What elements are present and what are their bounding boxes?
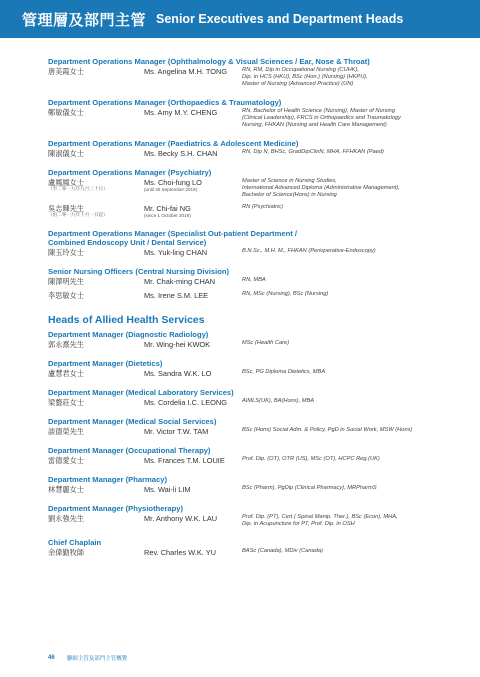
chinese-name-cell xyxy=(48,149,144,158)
page-title-chinese: 管理層及部門主管 xyxy=(22,10,147,29)
staff-row xyxy=(48,398,468,407)
chinese-name: 余偉勤牧師 xyxy=(48,548,84,557)
allied-health-list xyxy=(48,330,468,557)
group-title: Department Manager (Dietetics) xyxy=(48,359,163,368)
chinese-name: 盧慧君女士 xyxy=(48,369,84,378)
chinese-name-cell xyxy=(48,204,144,219)
staff-row xyxy=(48,514,468,528)
chinese-name: 鄭敏儀女士 xyxy=(48,108,84,117)
english-name-cell xyxy=(144,178,242,193)
qualifications: Prof. Dip. (OT), OTR (US), MSc (OT), HCPC Reg.(UK) xyxy=(242,456,380,462)
qualifications: MSc (Health Care) xyxy=(242,340,290,346)
qualifications: RN, Dip N, BHSc, GradDipClinN, MHA, FFHKAN (Paed) xyxy=(242,149,384,155)
english-name-cell xyxy=(144,108,242,117)
staff-group xyxy=(48,267,468,300)
page-footer xyxy=(48,654,127,662)
group-title: Department Operations Manager (Orthopaedics & Traumatology) xyxy=(48,98,282,107)
chinese-name-cell xyxy=(48,291,144,300)
english-name-cell xyxy=(144,514,242,523)
staff-row xyxy=(48,204,468,219)
chinese-name-cell xyxy=(48,108,144,117)
staff-row xyxy=(48,291,468,300)
chinese-name-cell xyxy=(48,178,144,193)
chinese-name: 盧鳳鳳女士 xyxy=(48,178,84,187)
chinese-name-cell xyxy=(48,340,144,349)
staff-group xyxy=(48,57,468,88)
chinese-name: 梁藝莊女士 xyxy=(48,398,84,407)
staff-group xyxy=(48,330,468,349)
chinese-name: 李思敏女士 xyxy=(48,291,84,300)
english-name: Ms. Sandra W.K. LO xyxy=(144,369,212,378)
english-name: Mr. Chak-ming CHAN xyxy=(144,277,216,286)
group-title: Department Manager (Diagnostic Radiology) xyxy=(48,330,209,339)
qualifications: RN, MBA xyxy=(242,277,266,283)
english-name-cell xyxy=(144,548,242,557)
english-name: Mr. Chi-fai NG xyxy=(144,204,191,213)
chinese-name-cell xyxy=(48,456,144,465)
english-name: Rev. Charles W.K. YU xyxy=(144,548,217,557)
group-title: Department Manager (Pharmacy) xyxy=(48,475,168,484)
english-name-cell xyxy=(144,67,242,76)
qualifications: RN, Bachelor of Health Science (Nursing), Master of Nursing (Clinical Leadership), FRCS in Orthopaedics and Traumatology Nursing, FHKAN (Nursing and Health Care Management) xyxy=(242,108,401,128)
english-name: Ms. Cordelia I.C. LEONG xyxy=(144,398,227,407)
chinese-name: 雷德愛女士 xyxy=(48,456,84,465)
group-title: Department Operations Manager (Ophthalmology & Visual Sciences / Ear, Nose & Throat) xyxy=(48,57,370,66)
english-name-cell xyxy=(144,248,242,257)
page-title-english: Senior Executives and Department Heads xyxy=(156,12,404,26)
staff-row xyxy=(48,248,468,257)
english-name: Ms. Irene S.M. LEE xyxy=(144,291,209,300)
staff-row xyxy=(48,178,468,199)
staff-group xyxy=(48,168,468,219)
english-name: Ms. Angelina M.H. TONG xyxy=(144,67,228,76)
qualifications: RN (Psychiatric) xyxy=(242,204,284,210)
staff-row xyxy=(48,369,468,378)
group-title: Department Operations Manager (Psychiatry) xyxy=(48,168,212,177)
staff-group xyxy=(48,446,468,465)
english-name: Ms. Frances T.M. LOUIE xyxy=(144,456,225,465)
qualifications: B.N.Sc., M.H. M., FHKAN (Perioperative-Endoscopy) xyxy=(242,248,376,254)
english-name-cell xyxy=(144,340,242,349)
english-name: Ms. Wai-li LIM xyxy=(144,485,191,494)
chinese-name-cell xyxy=(48,398,144,407)
english-name-cell xyxy=(144,485,242,494)
group-title: Department Manager (Physiotherapy) xyxy=(48,504,184,513)
header-banner xyxy=(0,0,480,38)
staff-row xyxy=(48,427,468,436)
english-name: Mr. Anthony W.K. LAU xyxy=(144,514,218,523)
english-name: Ms. Choi-fung LO xyxy=(144,178,202,187)
english-name: Ms. Yuk-ling CHAN xyxy=(144,248,208,257)
staff-row xyxy=(48,108,468,129)
qualifications: Master of Science in Nursing Studies, International Advanced Diploma (Administrative Management), Bachelor of Science(Hons) in Nursing xyxy=(242,178,400,198)
staff-row xyxy=(48,149,468,158)
staff-row xyxy=(48,548,468,557)
qualifications: BSc (Pharm), PgDip (Clinical Pharmacy), MRPharmS xyxy=(242,485,377,491)
chinese-name: 吳志輝先生 xyxy=(48,204,84,213)
chinese-name: 林慧麗女士 xyxy=(48,485,84,494)
english-name-cell xyxy=(144,456,242,465)
english-name-cell xyxy=(144,369,242,378)
chinese-name: 唐美霞女士 xyxy=(48,67,84,76)
qualifications: Prof. Dip. (PT), Cert.( Spinal Manip. Ther.), BSc (Econ), MHA, Dip. in Acupuncture for PT, Prof. Dip. in OSH xyxy=(242,514,398,527)
chinese-name: 陳淑儀女士 xyxy=(48,149,84,158)
chinese-name: 談德榮先生 xyxy=(48,427,84,436)
english-name-cell xyxy=(144,149,242,158)
chinese-tenure-note: （至二零一九年九月三十日） xyxy=(48,187,108,192)
page-number: 46 xyxy=(48,655,55,661)
qualifications: RN, MSc (Nursing), BSc (Nursing) xyxy=(242,291,329,297)
staff-group xyxy=(48,388,468,407)
group-title: Department Operations Manager (Paediatrics & Adolescent Medicine) xyxy=(48,139,299,148)
chinese-name-cell xyxy=(48,248,144,257)
staff-group xyxy=(48,98,468,129)
staff-group xyxy=(48,139,468,158)
staff-row xyxy=(48,485,468,494)
english-name: Mr. Wing-hei KWOK xyxy=(144,340,211,349)
nursing-manager-list xyxy=(48,57,468,300)
english-name: Ms. Becky S.H. CHAN xyxy=(144,149,218,158)
qualifications: BSc (Hons) Social Adm. & Policy, PgD in Social Work, MSW (Hons) xyxy=(242,427,413,433)
staff-group xyxy=(48,538,468,557)
english-name-cell xyxy=(144,398,242,407)
chinese-name-cell xyxy=(48,67,144,76)
english-name: Mr. Victor T.W. TAM xyxy=(144,427,209,436)
chinese-name: 陳玉玲女士 xyxy=(48,248,84,257)
english-tenure-note: (since 1 October 2019) xyxy=(144,213,191,218)
staff-group xyxy=(48,359,468,378)
group-title: Department Manager (Medical Laboratory Services) xyxy=(48,388,234,397)
chinese-name-cell xyxy=(48,485,144,494)
staff-row xyxy=(48,456,468,465)
chinese-name: 劉永強先生 xyxy=(48,514,84,523)
staff-row xyxy=(48,67,468,88)
footer-caption: 聯網主管及部門主管概覽 xyxy=(66,656,128,662)
chinese-name-cell xyxy=(48,369,144,378)
chinese-name-cell xyxy=(48,277,144,286)
staff-group xyxy=(48,504,468,528)
qualifications: BSc, PG Diploma Dietetics, MBA xyxy=(242,369,326,375)
group-title: Senior Nursing Officers (Central Nursing Division) xyxy=(48,267,230,276)
staff-group xyxy=(48,417,468,436)
directory-content xyxy=(48,57,468,567)
staff-group xyxy=(48,475,468,494)
chinese-name: 陳澤明先生 xyxy=(48,277,84,286)
chinese-tenure-note: （由二零一九年十月一日起） xyxy=(48,213,108,218)
group-title: Department Manager (Medical Social Services) xyxy=(48,417,217,426)
english-tenure-note: (until 30 September 2019) xyxy=(144,187,198,192)
english-name: Ms. Amy M.Y. CHENG xyxy=(144,108,218,117)
staff-row xyxy=(48,340,468,349)
chinese-name-cell xyxy=(48,548,144,557)
chinese-name-cell xyxy=(48,514,144,523)
allied-health-heading: Heads of Allied Health Services xyxy=(48,314,205,326)
staff-row xyxy=(48,277,468,286)
english-name-cell xyxy=(144,204,242,219)
chinese-name: 郭永熹先生 xyxy=(48,340,84,349)
english-name-cell xyxy=(144,277,242,286)
qualifications: BASc (Canada), MDiv (Canada) xyxy=(242,548,323,554)
group-title: Department Operations Manager (Specialist Out-patient Department / Combined Endoscopy Unit / Dental Service) xyxy=(48,229,297,247)
group-title: Department Manager (Occupational Therapy) xyxy=(48,446,211,455)
group-title: Chief Chaplain xyxy=(48,538,102,547)
qualifications: RN, RM, Dip in Occupational Nursing (CUHK), Dip. in HCS (HKU), BSc (Hon.) (Nursing) (HKPU), Master of Nursing (Advanced Practice) (UN) xyxy=(242,67,368,87)
qualifications: AIMLS(UK), BA(Hons), MBA xyxy=(242,398,315,404)
english-name-cell xyxy=(144,427,242,436)
english-name-cell xyxy=(144,291,242,300)
chinese-name-cell xyxy=(48,427,144,436)
staff-group xyxy=(48,229,468,257)
